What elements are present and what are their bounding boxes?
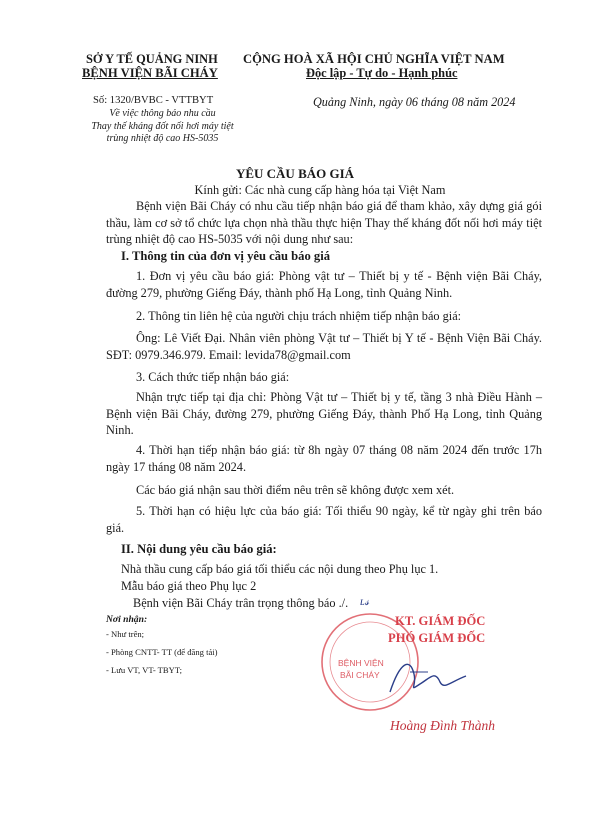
stamp-text-1: BỆNH VIỆN	[338, 658, 384, 668]
section-1-item-5: 5. Thời hạn có hiệu lực của báo giá: Tối thiểu 90 ngày, kể từ ngày ghi trên báo giá.	[106, 504, 542, 535]
doc-subject-line: Về việc thông báo nhu cầu	[109, 108, 216, 119]
place-date: Quảng Ninh, ngày 06 tháng 08 năm 2024	[313, 95, 516, 109]
signer-name: Hoàng Đình Thành	[390, 718, 496, 733]
recipient-item: - Phòng CNTT- TT (để đăng tải)	[106, 647, 218, 657]
signature-title: PHÓ GIÁM ĐỐC	[388, 631, 486, 645]
receive-method-detail: Nhận trực tiếp tại địa chỉ: Phòng Vật tư – Thiết bị y tế, tầng 3 nhà Điều Hành – Bệnh viện Bãi Cháy, đường 279, phường Giếng Đáy, thành Phố Hạ Long, tỉnh Quảng Ninh.	[106, 390, 542, 437]
document-title: YÊU CẦU BÁO GIÁ	[235, 166, 355, 181]
section-2-line-2: Mẫu báo giá theo Phụ lục 2	[121, 579, 257, 593]
section-1-heading: I. Thông tin của đơn vị yêu cầu báo giá	[121, 249, 330, 263]
section-2-heading: II. Nội dung yêu cầu báo giá:	[121, 542, 277, 556]
stamp-text-2: BÃI CHÁY	[340, 670, 380, 680]
nation-name: CỘNG HOÀ XÃ HỘI CHỦ NGHĨA VIỆT NAM	[243, 52, 505, 66]
intro-paragraph: Bệnh viện Bãi Cháy có nhu cầu tiếp nhận báo giá để tham khảo, xây dựng giá gói thầu, làm cơ sở tổ chức lựa chọn nhà thầu thực hiện Thay thế kháng đốt nối hơi máy tiệt trùng nhiệt độ cao HS-5035 với nội dung như sau:	[106, 199, 542, 246]
contact-detail: Ông: Lê Viết Đại. Nhân viên phòng Vật tư – Thiết bị Y tế - Bệnh Viện Bãi Cháy. SĐT: 0979.346.979. Email: levida78@gmail.com	[106, 331, 542, 362]
section-2-line-3: Bệnh viện Bãi Cháy trân trọng thông báo ./.	[133, 596, 349, 610]
doc-subject-line: Thay thế kháng đốt nối hơi máy tiệt	[91, 120, 234, 132]
doc-subject-line: trùng nhiệt độ cao HS-5035	[106, 133, 219, 144]
late-submission-note: Các báo giá nhận sau thời điểm nêu trên sẽ không được xem xét.	[136, 483, 455, 497]
signature-kt: KT. GIÁM ĐỐC	[395, 614, 486, 628]
recipient-item: - Lưu VT, VT- TBYT;	[106, 665, 183, 675]
org-name: BỆNH VIỆN BÃI CHÁY	[82, 66, 218, 80]
org-parent: SỞ Y TẾ QUẢNG NINH	[86, 52, 218, 66]
section-1-item-3: 3. Cách thức tiếp nhận báo giá:	[136, 370, 290, 384]
section-1-item-4: 4. Thời hạn tiếp nhận báo giá: từ 8h ngày 07 tháng 08 năm 2024 đến trước 17h ngày 17 tháng 08 năm 2024.	[106, 443, 542, 474]
initial-mark-icon: ʟ𝓈	[360, 594, 370, 608]
recipients-label: Nơi nhận:	[106, 614, 148, 625]
addressee: Kính gửi: Các nhà cung cấp hàng hóa tại Việt Nam	[194, 183, 446, 197]
doc-number: Số: 1320/BVBC - VTTBYT	[93, 95, 214, 106]
doc-subject	[70, 108, 255, 146]
section-1-item-2: 2. Thông tin liên hệ của người chịu trách nhiệm tiếp nhận báo giá:	[136, 309, 462, 323]
recipient-item: - Như trên;	[106, 629, 145, 639]
motto: Độc lập - Tự do - Hạnh phúc	[306, 66, 458, 80]
section-2-line-1: Nhà thầu cung cấp báo giá tối thiểu các nội dung theo Phụ lục 1.	[121, 562, 439, 576]
section-1-item-1: 1. Đơn vị yêu cầu báo giá: Phòng vật tư – Thiết bị y tế - Bệnh viện Bãi Cháy, đường 279, phường Giếng Đáy, thành phố Hạ Long, tỉnh Quảng Ninh.	[106, 269, 542, 300]
handwritten-signature-icon	[380, 652, 470, 702]
